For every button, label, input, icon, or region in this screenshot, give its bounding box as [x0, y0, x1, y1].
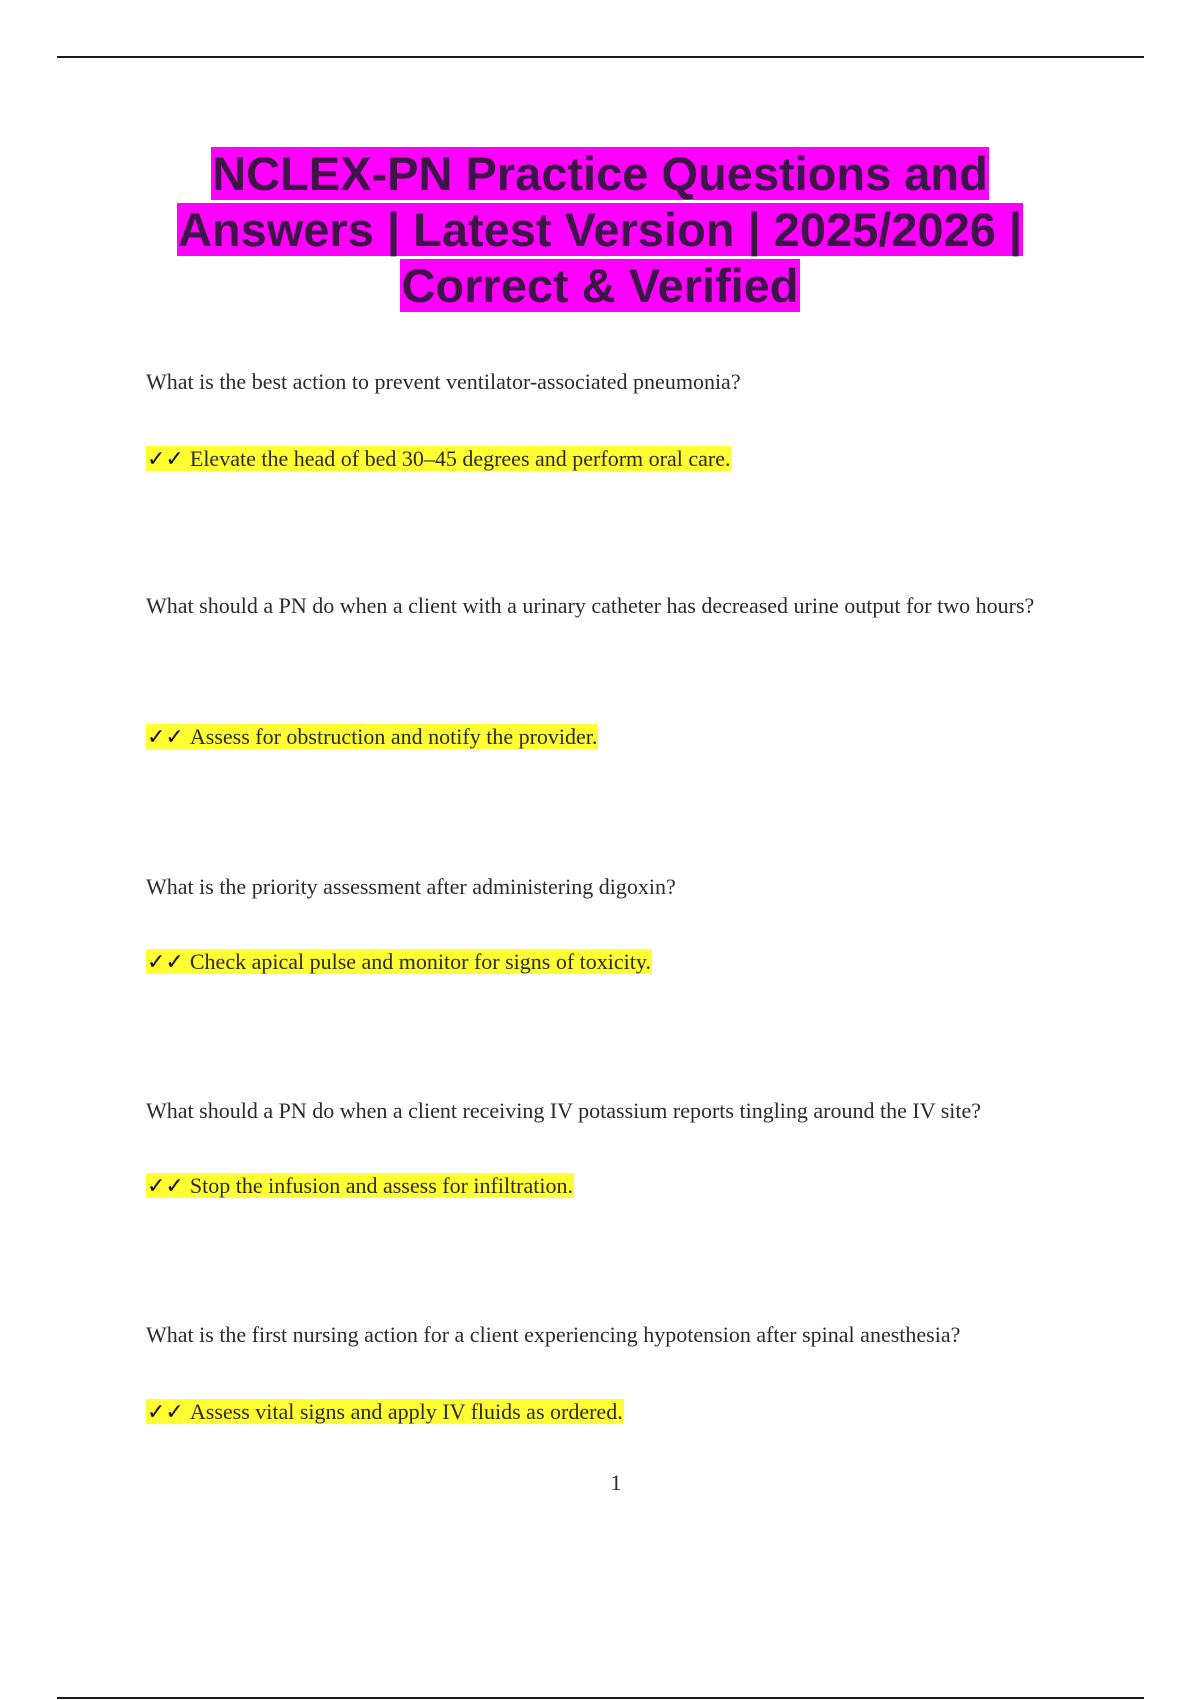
question-text: What is the priority assessment after administering digoxin? — [146, 874, 676, 899]
title-line: NCLEX-PN Practice Questions and — [212, 147, 988, 200]
question-5 — [146, 1307, 1076, 1363]
answer-5 — [146, 1398, 624, 1427]
double-check-icon: ✓✓ — [147, 1400, 184, 1425]
title-line: Answers | Latest Version | 2025/2026 | — [177, 203, 1023, 256]
page-number: 1 — [610, 1470, 622, 1495]
title-line: Correct & Verified — [401, 259, 799, 312]
answer-2 — [146, 723, 598, 752]
bottom-rule — [57, 1697, 1144, 1699]
double-check-icon: ✓✓ — [147, 725, 184, 750]
question-4 — [146, 1083, 1076, 1139]
double-check-icon: ✓✓ — [147, 1174, 184, 1199]
answer-text: Elevate the head of bed 30–45 degrees and perform oral care. — [189, 446, 731, 471]
question-2 — [146, 578, 1076, 634]
document-title — [100, 146, 1100, 314]
answer-text: Assess vital signs and apply IV fluids as ordered. — [189, 1399, 623, 1424]
answer-text: Check apical pulse and monitor for signs of toxicity. — [189, 949, 651, 974]
question-text: What is the first nursing action for a client experiencing hypotension after spinal anesthesia? — [146, 1322, 961, 1347]
double-check-icon: ✓✓ — [147, 447, 184, 472]
question-text: What should a PN do when a client receiving IV potassium reports tingling around the IV site? — [146, 1098, 982, 1123]
answer-text: Assess for obstruction and notify the provider. — [189, 724, 598, 749]
question-1 — [146, 354, 1076, 410]
question-text: What should a PN do when a client with a urinary catheter has decreased urine output for two hours? — [146, 593, 1035, 618]
answer-4 — [146, 1172, 574, 1201]
question-3 — [146, 859, 1076, 915]
answer-1 — [146, 445, 731, 474]
top-rule — [57, 56, 1144, 58]
question-text: What is the best action to prevent ventilator-associated pneumonia? — [146, 369, 741, 394]
double-check-icon: ✓✓ — [147, 950, 184, 975]
answer-text: Stop the infusion and assess for infiltration. — [189, 1173, 573, 1198]
answer-3 — [146, 948, 652, 977]
